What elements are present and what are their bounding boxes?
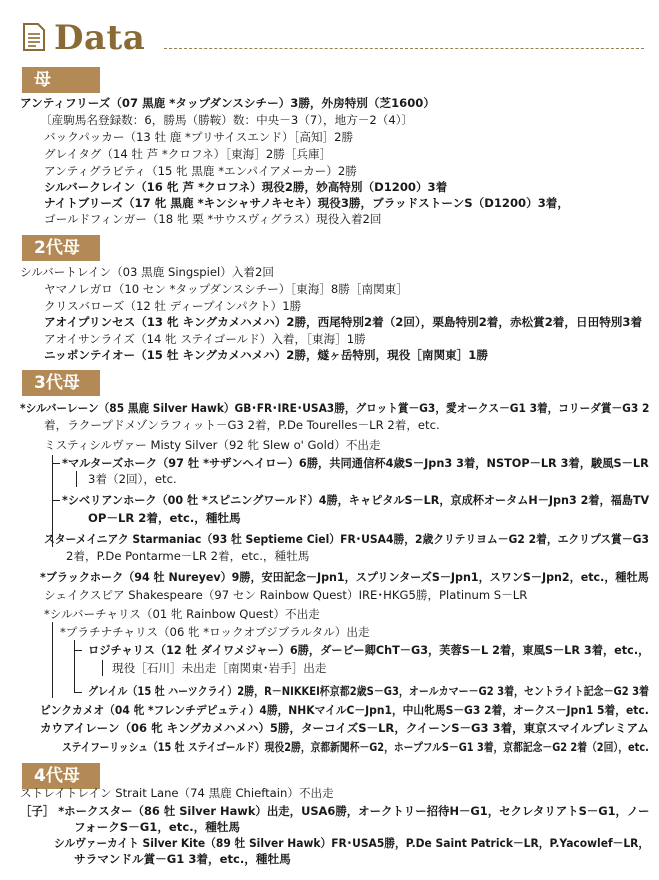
- tree-line: [102, 660, 103, 676]
- g3-line: カウアイレーン（06 牝 キングカメハメハ）5勝，ターコイズS－LR，クイーンS－G3 3着，東京スマイルプレミアム: [40, 721, 649, 735]
- granddam-line: シルバートレイン（03 黒鹿 Singspiel）入着2回: [20, 265, 274, 279]
- g3-line: ミスティシルヴァー Misty Silver（92 牝 Slew o' Gold）不出走: [44, 438, 381, 452]
- section-dam-heading: 母: [22, 67, 100, 93]
- g3-line: スターメイニアク Starmaniac（93 牡 Septieme Ciel）FR･USA4勝，2歳クリテリヨム－G2 2着，エクリプス賞－G3: [44, 532, 649, 546]
- g3-line: *プラチナチャリス（06 牝 *ロックオブジブラルタル）出走: [60, 625, 370, 639]
- g3-line: 2着，P.De Pontarme－LR 2着，etc.，種牡馬: [66, 549, 310, 563]
- g3-line: ステイフーリッシュ（15 牡 ステイゴールド）現役2勝，京都新聞杯－G2，ホープフルS－G1 3着，京都記念－G2 2着（2回），etc.: [62, 740, 649, 754]
- tree-line: [76, 471, 77, 487]
- granddam-line: ヤマノレガロ（10 セン *タップダンスシチー）［東海］8勝［南関東］: [44, 282, 408, 296]
- g3-line: 3着（2回），etc.: [88, 472, 177, 486]
- g3-line: 現役［石川］未出走［南関東･岩手］出走: [112, 661, 327, 675]
- tree-line: [74, 640, 75, 692]
- granddam-line: アオイサンライズ（14 牝 ステイゴールド）入着，［東海］1勝: [44, 332, 366, 346]
- granddam-line: アオイプリンセス（13 牝 キングカメハメハ）2勝，西尾特別2着（2回），栗島特別2着，赤松賞2着，日田特別3着: [44, 315, 643, 329]
- dam-line: ナイトブリーズ（17 牝 黒鹿 *キンシャサノキセキ）現役3勝，ブラッドストーンS（D1200）3着，: [44, 196, 569, 210]
- section-g4-heading: 4代母: [22, 763, 100, 789]
- tree-line: [74, 692, 82, 693]
- g3-line: *シベリアンホーク（00 牡 *スピニングワールド）4勝，キャピタルS－LR，京成杯オータムH－Jpn3 2着，福島TV: [62, 493, 650, 507]
- g4-line: シルヴァーカイト Silver Kite（89 牡 Silver Hawk）FR･USA5勝，P.De Saint Patrick－LR，P.Yacowlef－LR，: [54, 836, 650, 850]
- g4-line: フォークS－G1，etc.，種牡馬: [74, 820, 240, 834]
- g3-line: シェイクスピア Shakespeare（97 セン Rainbow Quest）IRE･HKG5勝，Platinum S－LR: [44, 588, 528, 602]
- g3-line: *シルバーレーン（85 黒鹿 Silver Hawk）GB･FR･IRE･USA3勝，グロット賞－G3，愛オークス－G1 3着，コリーダ賞－G3 2: [20, 401, 650, 415]
- g3-line: グレイル（15 牡 ハーツクライ）2勝，R－NIKKEI杯京都2歳S－G3，オールカマー－G2 3着，セントライト記念－G2 3着: [88, 684, 650, 698]
- g3-line: OP－LR 2着，etc.，種牡馬: [88, 511, 241, 525]
- header-divider: [164, 48, 644, 49]
- g4-line: ［子］ *ホークスター（86 牡 Silver Hawk）出走，USA6勝，オークトリー招待H－G1，セクレタリアトS－G1，ノー: [20, 804, 650, 818]
- dam-line: グレイタグ（14 牡 芦 *クロフネ）［東海］2勝［兵庫］: [44, 147, 332, 161]
- g4-line: サラマンドル賞－G1 3着，etc.，種牡馬: [74, 852, 291, 866]
- dam-line: 〔産駒馬名登録数：6，勝馬（勝鞍）数：中央－3（7），地方－2（4）〕: [40, 113, 414, 127]
- g3-line: 着，ラクープドメゾンラフィット－G3 2着，P.De Tourelles－LR 2着，etc.: [44, 418, 440, 432]
- granddam-line: ニッポンテイオー（15 牡 キングカメハメハ）2勝，燧ヶ岳特別，現役［南関東］1勝: [44, 348, 488, 362]
- page-title: Data: [54, 18, 146, 58]
- data-header: [16, 10, 644, 62]
- tree-line: [52, 500, 60, 501]
- section-g3-heading: 3代母: [22, 370, 100, 396]
- tree-line: [74, 650, 82, 651]
- g3-line: *マルターズホーク（97 牡 *サザンヘイロー）6勝，共同通信杯4歳S－Jpn3 3着，NSTOP－LR 3着，駿風S－LR: [62, 456, 649, 470]
- dam-line: シルバークレイン（16 牝 芦 *クロフネ）現役2勝，妙高特別（D1200）3着: [44, 180, 448, 194]
- dam-line: アンティグラビティ（15 牝 黒鹿 *エンパイアメーカー）2勝: [44, 164, 357, 178]
- g3-line: *シルバーチャリス（01 牝 Rainbow Quest）不出走: [44, 607, 320, 621]
- dam-line: アンティフリーズ（07 黒鹿 *タップダンスシチー）3勝，外房特別（芝1600）: [20, 96, 435, 110]
- dam-line: バックパッカー（13 牡 鹿 *プリサイスエンド）［高知］2勝: [44, 130, 354, 144]
- tree-line: [52, 463, 60, 464]
- g3-line: ピンクカメオ（04 牝 *フレンチデピュティ）4勝，NHKマイルC－Jpn1，中山牝馬S－G3 2着，オークス－Jpn1 5着，etc.: [40, 703, 649, 717]
- granddam-line: クリスバローズ（12 牡 ディープインパクト）1勝: [44, 299, 302, 313]
- section-granddam-heading: 2代母: [22, 235, 100, 261]
- dam-line: ゴールドフィンガー（18 牝 栗 *サウスヴィグラス）現役入着2回: [44, 212, 382, 226]
- document-icon: [22, 22, 46, 52]
- g4-line: ストレイトレイン Strait Lane（74 黒鹿 Chieftain）不出走: [20, 786, 334, 800]
- tree-line: [52, 622, 53, 698]
- g3-line: ロジチャリス（12 牡 ダイワメジャー）6勝，ダービー卿ChT－G3，芙蓉S－L 2着，東風S－LR 3着，etc.，: [88, 643, 650, 657]
- g3-line: *ブラックホーク（94 牡 Nureyev）9勝，安田記念－Jpn1，スプリンターズS－Jpn1，スワンS－Jpn2，etc.，種牡馬: [40, 570, 649, 584]
